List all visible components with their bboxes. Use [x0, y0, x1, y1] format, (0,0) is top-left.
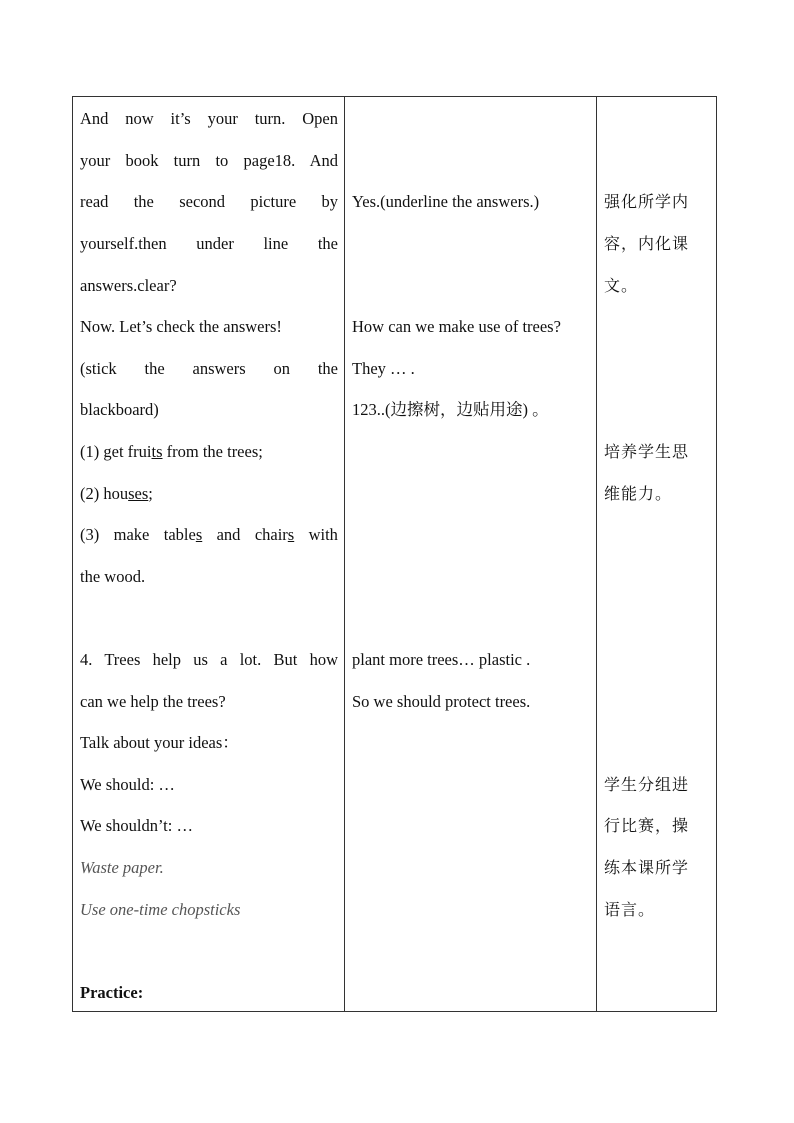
text-line: 语言。: [604, 900, 656, 919]
text-line: (stick the answers on the: [80, 359, 338, 378]
text-span: and: [216, 525, 241, 544]
text-line: 123..(边擦树，边贴用途) 。: [352, 400, 549, 419]
text-span: ;: [148, 484, 153, 503]
text-line: 培养学生思: [604, 442, 690, 461]
text-line: 行比赛，操: [604, 816, 690, 835]
text-line: read the second picture by: [80, 192, 338, 211]
text-line: We should: …: [80, 775, 175, 794]
text-span: [164, 525, 203, 545]
text-line: Talk about your ideas：: [80, 733, 239, 752]
text-line: How can we make use of trees?: [352, 317, 561, 336]
text-line: Yes.(underline the answers.): [352, 192, 540, 211]
answer-item-3: [80, 525, 338, 545]
text-line: answers.clear?: [80, 276, 177, 295]
underlined-text: ts: [151, 442, 163, 461]
text-span: from the trees;: [162, 442, 263, 461]
underlined-text: s: [195, 525, 203, 544]
text-line: 维能力。: [604, 484, 673, 503]
text-line: 强化所学内: [604, 192, 690, 211]
text-line: They … .: [352, 359, 415, 378]
text-span: chair: [254, 525, 288, 544]
text-span: (1) get frui: [80, 442, 152, 461]
text-span: [255, 525, 294, 545]
section-heading: Practice:: [80, 983, 144, 1002]
answer-item-1: [80, 442, 338, 462]
column-divider: [596, 97, 597, 1011]
column-divider: [344, 97, 345, 1011]
example-line: Waste paper.: [80, 858, 164, 877]
text-line: yourself.then under line the: [80, 234, 338, 253]
text-line: Now. Let’s check the answers!: [80, 317, 282, 336]
text-line: 文。: [604, 276, 639, 295]
text-span: table: [163, 525, 196, 544]
text-line: We shouldn’t: …: [80, 816, 193, 835]
text-line: your book turn to page18. And: [80, 151, 338, 170]
text-span: make: [113, 525, 150, 544]
text-line: blackboard): [80, 400, 159, 419]
text-line: the wood.: [80, 567, 146, 586]
example-line: Use one-time chopsticks: [80, 900, 241, 919]
text-line: 容，内化课: [604, 234, 690, 253]
lesson-table: [72, 96, 717, 1012]
answer-item-2: [80, 484, 338, 504]
text-line: 4. Trees help us a lot. But how: [80, 650, 338, 669]
text-line: And now it’s your turn. Open: [80, 109, 338, 128]
text-span: (2) hou: [80, 484, 129, 503]
underlined-text: s: [287, 525, 295, 544]
text-line: can we help the trees?: [80, 692, 226, 711]
text-line: 练本课所学: [604, 858, 690, 877]
underlined-text: ses: [128, 484, 149, 503]
text-span: with: [308, 525, 338, 544]
text-span: (3): [80, 525, 100, 544]
text-line: So we should protect trees.: [352, 692, 531, 711]
text-line: plant more trees… plastic .: [352, 650, 531, 669]
text-line: 学生分组进: [604, 775, 690, 794]
